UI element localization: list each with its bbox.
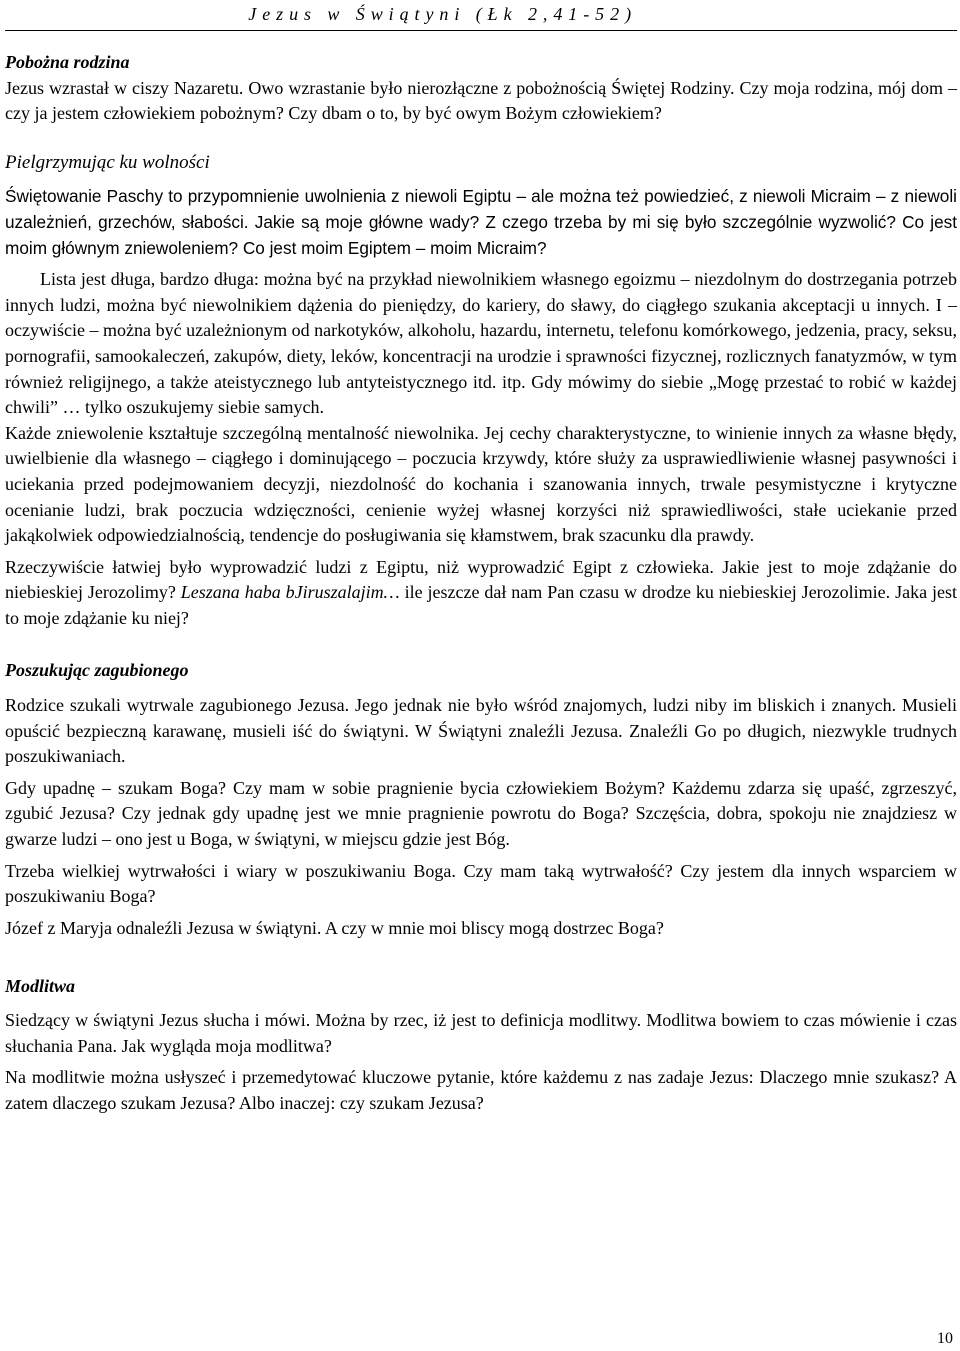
section-heading: Pielgrzymując ku wolności (5, 151, 210, 173)
paragraph: Jezus wzrastał w ciszy Nazaretu. Owo wzrastanie było nierozłączne z pobożnością Świętej Rodziny. Czy moja rodzina, mój dom – czy ja jestem człowiekiem pobożnym? Czy dbam o to, by być owym Bożym człowiekiem? (5, 77, 957, 124)
paragraph-part: ile jeszcze dał nam Pan czasu w drodze ku niebieskiej Jerozolimie. Jaka jest to moje zdążanie ku niej? (5, 582, 957, 628)
quote-italic: Leszana haba bJiruszalajim… (180, 582, 400, 603)
paragraph-part: Rzeczywiście łatwiej było wyprowadzić ludzi z Egiptu, niż wyprowadzić Egipt z człowieka. Jakie jest to moje zdążanie do niebieskiej Jerozolimy? (5, 556, 957, 603)
page-number: 10 (937, 1330, 953, 1347)
paragraph: Rodzice szukali wytrwale zagubionego Jezusa. Jego jednak nie było wśród znajomych, ludzi niby im bliskich i znanych. Musieli opuścić bezpieczną karawanę, musieli iść do świątyni. W Świątyni znaleźli Jezusa. Znaleźli Go po długich, niezwykle trudnych poszukiwaniach. (5, 695, 957, 767)
section-pielgrzymujac (5, 150, 957, 632)
paragraph-part: Jakie są moje główne wady? Z czego trzeba by mi się było szczególnie wyzwolić? Co jest moim głównym zniewoleniem? Co jest moim Egiptem – moim Micraim? (5, 211, 957, 258)
paragraph: Trzeba wielkiej wytrwałości i wiary w poszukiwaniu Boga. Czy mam taką wytrwałość? Czy jestem dla innych wsparciem w poszukiwaniu Boga? (5, 860, 957, 907)
paragraph: Gdy upadnę – szukam Boga? Czy mam w sobie pragnienie bycia człowiekiem Bożym? Każdemu zdarza się upaść, zgrzeszyć, zgubić Jezusa? Czy jednak gdy upadnę jest we mnie pragnienie powrotu do Boga? Szczęścia, dobra, spokoju nie znajdziesz w gwarze ludzi – ono jest u Boga, w świątyni, w miejscu gdzie jest Bóg. (5, 777, 957, 850)
running-header: Jezus w Świątyni (Łk 2,41-52) (248, 4, 637, 24)
section-poszukujac (5, 658, 957, 941)
header-rule (5, 30, 957, 31)
paragraph: Każde zniewolenie kształtuje szczególną mentalność niewolnika. Jej cechy charakterystyczne, to winienie innych za własne błędy, uwielbienie dla własnego – ciągłego i dominującego – poczucia krzywdy, które służy za usprawiedliwienie własnej pasywności i uciekania przed podejmowaniem decyzji, niezdolność do kochania i szanowania innych, trwale pesymistyczne i krytyczne ocenianie ludzi, brak poczucia wdzięczności, cenienie wyżej własnej korzyści niż sprawiedliwości, stałe uciekanie przed jakąkolwiek odpowiedzialnością, tendencje do posługiwania się kłamstwem, brak szacunku dla prawdy. (5, 422, 957, 546)
section-heading: Pobożna rodzina (5, 52, 130, 72)
section-heading: Modlitwa (5, 976, 76, 997)
paragraph (5, 184, 957, 261)
paragraph: Siedzący w świątyni Jezus słucha i mówi. Można by rzec, iż jest to definicja modlitwy. Modlitwa bowiem to czas mówienie i czas słuchania Pana. Jak wygląda moja modlitwa? (5, 1010, 957, 1056)
paragraph (5, 555, 957, 632)
paragraph-part: Świętowanie Paschy to przypomnienie uwolnienia z niewoli Egiptu – ale można też powiedzieć, z niewoli Micraim – z niewoli uzależnień, grzechów, słabości. (5, 186, 957, 232)
section-heading: Poszukując zagubionego (5, 660, 189, 681)
paragraph: Na modlitwie można usłyszeć i przemedytować kluczowe pytanie, które każdemu z nas zadaje Jezus: Dlaczego mnie szukasz? A zatem dlaczego szukam Jezusa? Albo inaczej: czy szukam Jezusa? (5, 1067, 957, 1113)
section-pobozna-rodzina (5, 50, 957, 127)
document-body (5, 50, 957, 1116)
section-modlitwa (5, 974, 957, 1116)
paragraph: Józef z Maryja odnaleźli Jezusa w świątyni. A czy w mnie moi bliscy mogą dostrzec Boga? (5, 917, 664, 938)
paragraph: Lista jest długa, bardzo długa: można być na przykład niewolnikiem własnego egoizmu – niezdolnym do dostrzegania potrzeb innych ludzi, można być niewolnikiem dążenia do pieniędzy, do kariery, do sławy, do ciągłego szukania akceptacji u innych. I – oczywiście – można być uzależnionym od narkotyków, alkoholu, hazardu, internetu, telefonu komórkowego, jedzenia, pracy, seksu, pornografii, samookaleczeń, zakupów, diety, leków, koncentracji na urodzie i sprawności fizycznej, rozlicznych fanatyzmów, w tym również religijnego, a także ateistycznego lub antyteistycznego itd. itp. Gdy mówimy do siebie „Mogę przestać to robić w każdej chwili” … tylko oszukujemy siebie samych. (5, 269, 957, 418)
